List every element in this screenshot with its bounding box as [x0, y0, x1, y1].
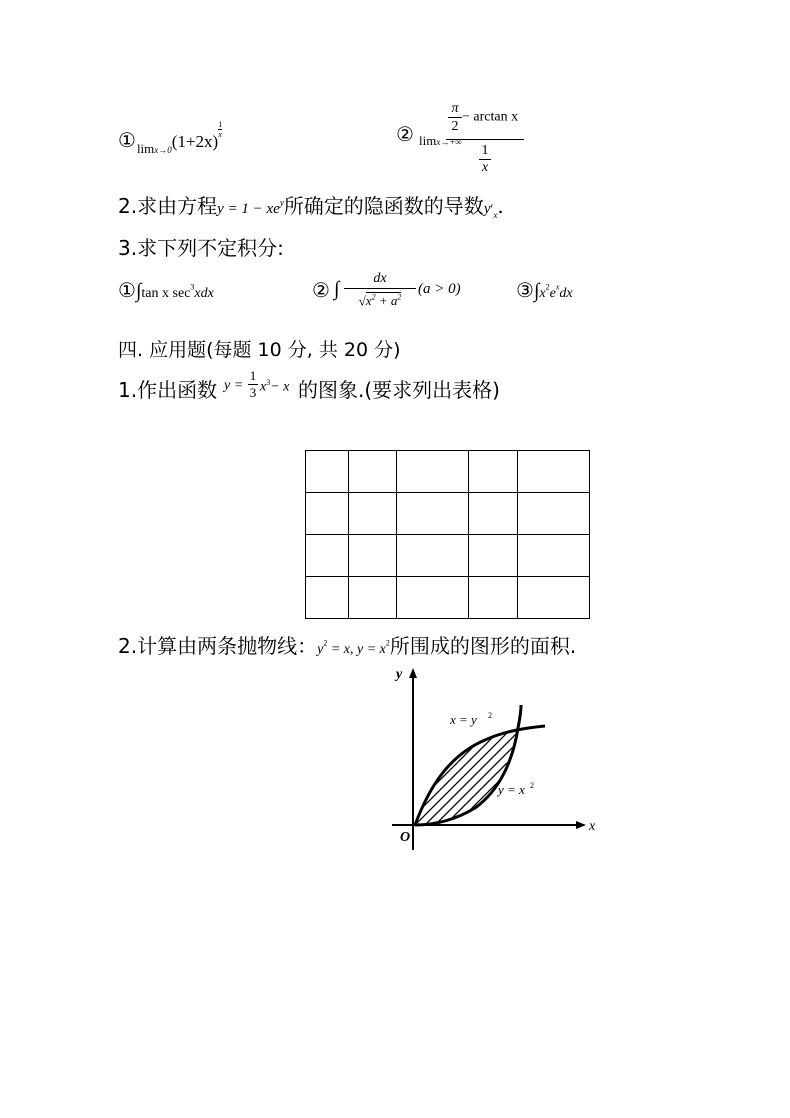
question-4-2: 2.计算由两条抛物线：$y^2 = x$, $y = x^2$所围成的图形的面积.: [118, 634, 577, 658]
table-cell[interactable]: [397, 451, 469, 493]
table-cell[interactable]: [349, 451, 397, 493]
limit-item-1: [118, 120, 222, 159]
x-axis-arrow: [576, 821, 586, 829]
limit-expression: (1+2x): [171, 132, 219, 151]
curve2-label: y = x: [498, 782, 525, 797]
parabola-area-graph: [380, 660, 620, 860]
table-cell[interactable]: [469, 535, 518, 577]
lim-operator: limx→0: [136, 141, 172, 156]
table-cell[interactable]: [397, 577, 469, 619]
table-cell[interactable]: [397, 493, 469, 535]
table-cell[interactable]: [469, 493, 518, 535]
curve-x-equals-y-squared: [415, 726, 545, 825]
table-cell[interactable]: [306, 493, 349, 535]
y-axis-arrow: [409, 668, 417, 678]
curve1-exponent: 2: [488, 711, 492, 720]
x-axis-label: x: [589, 819, 596, 834]
integral-item-3: $③\int x^2e^xdx$: [516, 280, 573, 302]
question-3-title: 3.求下列不定积分:: [118, 236, 284, 260]
table-cell[interactable]: [349, 493, 397, 535]
circled-marker: ②: [396, 124, 414, 146]
table-cell[interactable]: [518, 577, 590, 619]
origin-label: O: [400, 830, 411, 845]
curve2-exponent: 2: [530, 781, 534, 790]
table-cell[interactable]: [349, 577, 397, 619]
circled-marker: ①: [118, 130, 136, 152]
exponent: $\frac{1}{x}$: [218, 120, 223, 139]
section-4-title: 四. 应用题(每题 10 分, 共 20 分): [118, 339, 401, 361]
integral-fraction: dx $√x^2 + a^2$: [344, 270, 416, 310]
table-cell[interactable]: [306, 577, 349, 619]
table-cell[interactable]: [397, 535, 469, 577]
table-cell[interactable]: [469, 577, 518, 619]
table-cell[interactable]: [518, 451, 590, 493]
derivative: y: [483, 201, 491, 217]
value-table: [305, 450, 590, 619]
limit-fraction: $\frac{\pi}{2}$ − arctan x $\frac{1}{x}$: [446, 100, 524, 176]
table-cell[interactable]: [469, 451, 518, 493]
table-cell[interactable]: [306, 535, 349, 577]
question-2: 2.求由方程$y = 1 - xe^y$所确定的隐函数的导数$y'_x$.: [118, 194, 504, 220]
table-cell[interactable]: [518, 535, 590, 577]
table-cell[interactable]: [349, 535, 397, 577]
curve1-label: x = y: [450, 712, 477, 727]
y-axis-label: y: [396, 667, 403, 682]
lim-operator: limx→+∞: [419, 133, 462, 148]
table-cell[interactable]: [518, 493, 590, 535]
table-cell[interactable]: [306, 451, 349, 493]
integral-item-1: ①∫tan x $\sec^3xdx$: [118, 280, 214, 302]
equation: y = 1 − xe: [217, 201, 280, 217]
